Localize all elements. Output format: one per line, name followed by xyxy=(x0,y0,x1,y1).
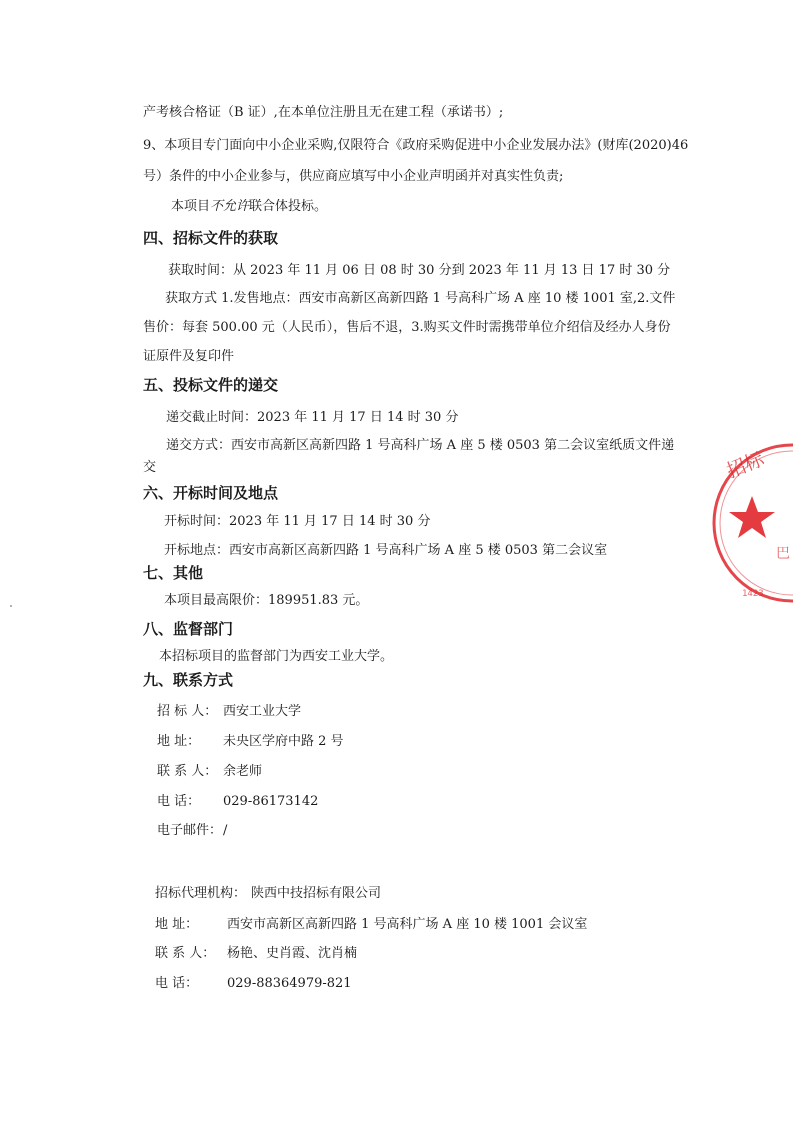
contact-row xyxy=(157,703,301,721)
consortium-value: 不允许 xyxy=(210,199,250,214)
paragraph-line: 售价：每套 500.00 元（人民币），售后不退，3.购买文件时需携带单位介绍信及经办人身份 xyxy=(143,320,671,335)
contact-label: 招 标 人： xyxy=(157,704,218,719)
contact-label: 电 话： xyxy=(155,976,199,991)
seal-text: 招标 xyxy=(723,447,768,483)
contact-value: 未央区学府中路 2 号 xyxy=(223,734,344,749)
contact-row xyxy=(157,763,262,781)
contact-value: 029-86173142 xyxy=(223,794,319,809)
seal-graphic xyxy=(700,428,793,608)
paragraph-line: 开标地点：西安市高新区高新四路 1 号高科广场 A 座 5 楼 0503 第二会议室 xyxy=(164,543,608,558)
contact-row xyxy=(155,916,587,934)
section-heading: 四、招标文件的获取 xyxy=(143,229,279,247)
contact-label: 招标代理机构： xyxy=(155,886,247,901)
section-heading: 六、开标时间及地点 xyxy=(143,484,279,502)
scan-artifact xyxy=(10,605,12,607)
contact-value: / xyxy=(223,823,228,838)
contact-label: 联 系 人： xyxy=(157,764,218,779)
paragraph-line: 产考核合格证（B 证）,在本单位注册且无在建工程（承诺书）; xyxy=(143,105,504,120)
paragraph-line: 递交截止时间：2023 年 11 月 17 日 14 时 30 分 xyxy=(166,410,459,425)
seal-code-glyph: 巴 xyxy=(776,546,790,562)
paragraph-line: 号）条件的中小企业参与，供应商应填写中小企业声明函并对真实性负责; xyxy=(143,169,564,184)
paragraph-line: 本招标项目的监督部门为西安工业大学。 xyxy=(159,649,394,664)
company-seal-stamp xyxy=(700,428,793,608)
contact-value: 陕西中技招标有限公司 xyxy=(251,886,382,901)
consortium-line xyxy=(171,198,327,216)
paragraph-line: 交 xyxy=(143,460,157,475)
contact-value: 西安工业大学 xyxy=(223,704,302,719)
paragraph-line: 递交方式：西安市高新区高新四路 1 号高科广场 A 座 5 楼 0503 第二会议室纸质文件递 xyxy=(166,438,675,453)
contact-value: 西安市高新区高新四路 1 号高科广场 A 座 10 楼 1001 会议室 xyxy=(227,917,588,932)
consortium-prefix: 本项目 xyxy=(171,199,211,214)
contact-row xyxy=(157,793,318,811)
paragraph-line: 本项目最高限价：189951.83 元。 xyxy=(164,593,369,608)
contact-row xyxy=(157,733,344,751)
paragraph-line: 9、本项目专门面向中小企业采购,仅限符合《政府采购促进中小企业发展办法》(财库(2020)46 xyxy=(143,138,689,153)
contact-label: 地 址： xyxy=(155,917,199,932)
consortium-suffix: 联合体投标。 xyxy=(249,199,328,214)
contact-label: 地 址： xyxy=(157,734,201,749)
section-heading: 七、其他 xyxy=(143,564,204,582)
contact-row xyxy=(155,885,381,903)
section-heading: 五、投标文件的递交 xyxy=(143,376,279,394)
contact-label: 电子邮件： xyxy=(157,823,223,838)
paragraph-line: 证原件及复印件 xyxy=(143,349,235,364)
paragraph-line: 获取时间：从 2023 年 11 月 06 日 08 时 30 分到 2023 年 11 月 13 日 17 时 30 分 xyxy=(168,263,671,278)
section-heading: 八、监督部门 xyxy=(143,620,234,638)
paragraph-line: 获取方式 1.发售地点：西安市高新区高新四路 1 号高科广场 A 座 10 楼 1001 室,2.文件 xyxy=(165,291,676,306)
contact-value: 029-88364979-821 xyxy=(227,976,352,991)
paragraph-line: 开标时间：2023 年 11 月 17 日 14 时 30 分 xyxy=(164,514,431,529)
contact-row xyxy=(157,822,227,840)
contact-row xyxy=(155,975,352,993)
contact-row xyxy=(155,945,357,963)
contact-value: 余老师 xyxy=(223,764,263,779)
contact-label: 电 话： xyxy=(157,794,201,809)
contact-value: 杨艳、史肖霞、沈肖楠 xyxy=(227,946,358,961)
section-heading: 九、联系方式 xyxy=(143,671,234,689)
contact-label: 联 系 人： xyxy=(155,946,216,961)
seal-code: 1423 xyxy=(742,589,764,599)
